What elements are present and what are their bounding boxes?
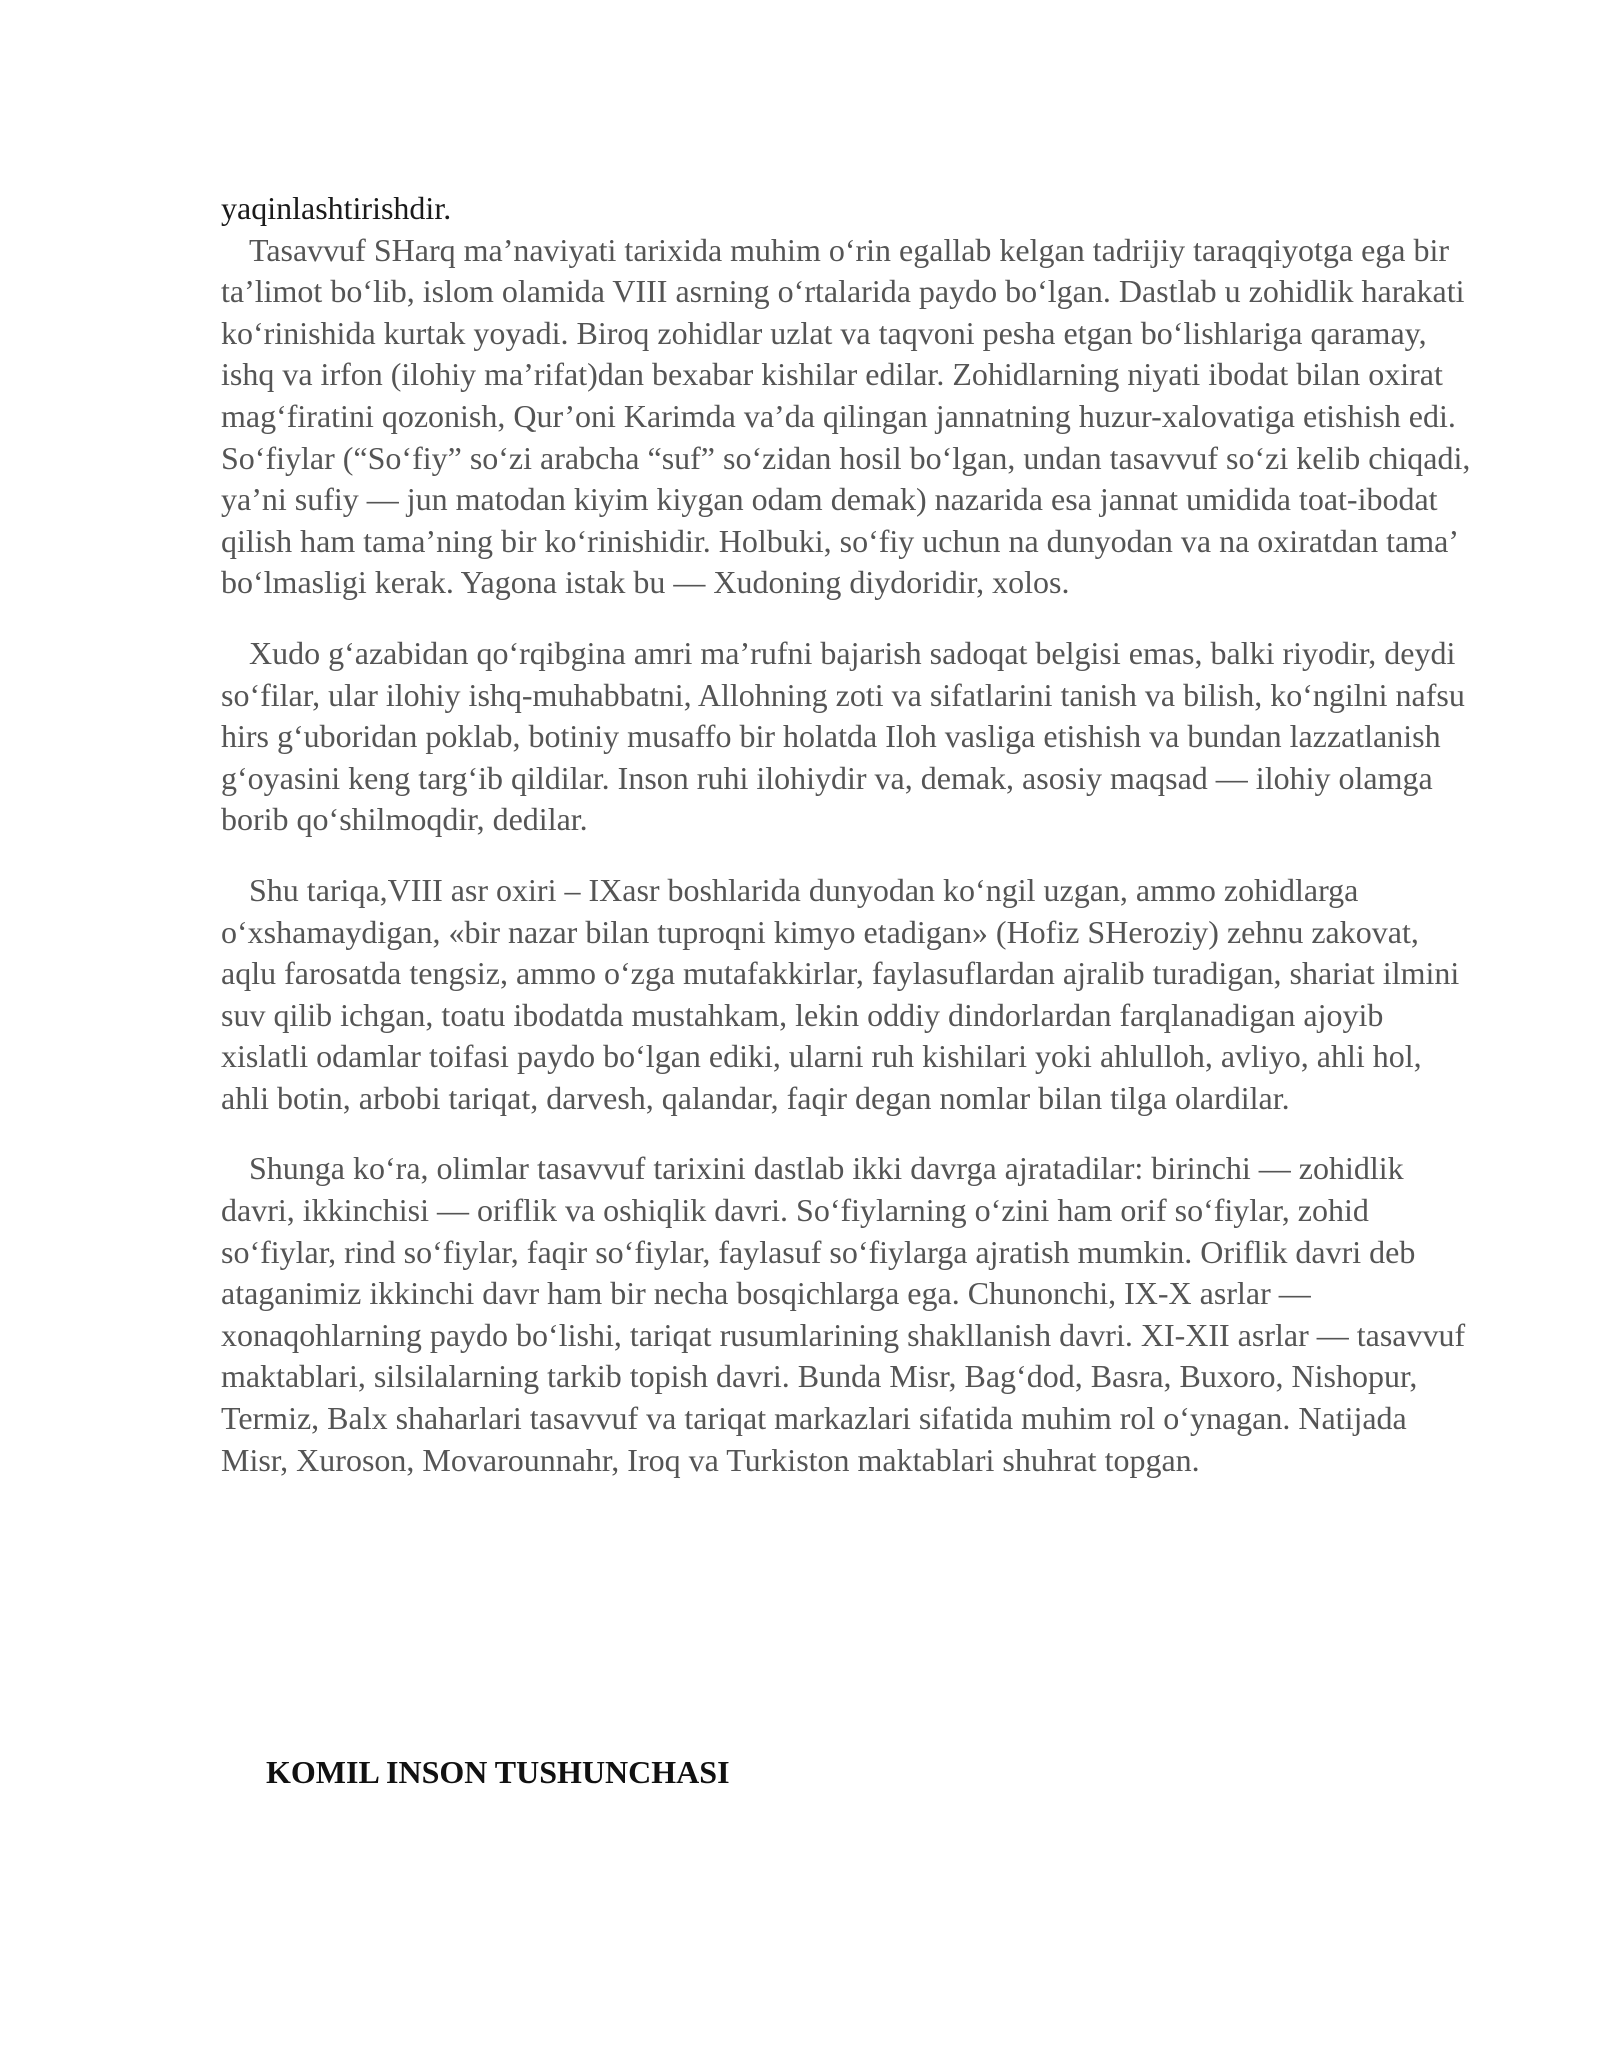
paragraph-1: Tasavvuf SHarq ma’naviyati tarixida muhim o‘rin egallab kelgan tadrijiy taraqqiyotga ega bir ta’limot bo‘lib, islom olamida VIII asrning o‘rtalarida paydo bo‘lgan. Dastlab u zohidlik harakati ko‘rinishida kurtak yoyadi. Biroq zohidlar uzlat va taqvoni pesha etgan bo‘lishlariga qaramay, ishq va irfon (ilohiy ma’rifat)dan bexabar kishilar edilar. Zohidlarning niyati ibodat bilan oxirat mag‘firatini qozonish, Qur’oni Karimda va’da qilingan jannatning huzur-xalovatiga etishish edi. So‘fiylar (“So‘fiy” so‘zi arabcha “suf” so‘zidan hosil bo‘lgan, undan tasavvuf so‘zi kelib chiqadi, ya’ni sufiy — jun matodan kiyim kiygan odam demak) nazarida esa jannat umidida toat-ibodat qilish ham tama’ning bir ko‘rinishidir. Holbuki, so‘fiy uchun na dunyodan va na oxiratdan tama’ bo‘lmasligi kerak. Yagona istak bu — Xudoning diydoridir, xolos. <box>221 231 1471 601</box>
section-heading: KOMIL INSON TUSHUNCHASI <box>266 1754 730 1790</box>
paragraph-3: Shu tariqa,VIII asr oxiri – IXasr boshlarida dunyodan ko‘ngil uzgan, ammo zohidlarga o‘xshamaydigan, «bir nazar bilan tuproqni kimyo etadigan» (Hofiz SHeroziy) zehnu zakovat, aqlu farosatda tengsiz, ammo o‘zga mutafakkirlar, faylasuflardan ajralib turadigan, shariat ilmini suv qilib ichgan, toatu ibodatda mustahkam, lekin oddiy dindorlardan farqlanadigan ajoyib xislatli odamlar toifasi paydo bo‘lgan ediki, ularni ruh kishilari yoki ahlulloh, avliyo, ahli hol, ahli botin, arbobi tariqat, darvesh, qalandar, faqir degan nomlar bilan tilga olardilar. <box>221 871 1460 1116</box>
paragraph-2: Xudo g‘azabidan qo‘rqibgina amri ma’rufni bajarish sadoqat belgisi emas, balki riyodir, deydi so‘filar, ular ilohiy ishq-muhabbatni, Allohning zoti va sifatlarini tanish va bilish, ko‘ngilni nafsu hirs g‘uboridan poklab, botiniy musaffo bir holatda Iloh vasliga etishish va bundan lazzatlanish g‘oyasini keng targ‘ib qildilar. Inson ruhi ilohiydir va, demak, asosiy maqsad — ilohiy olamga borib qo‘shilmoqdir, dedilar. <box>221 634 1465 838</box>
continued-line: yaqinlashtirishdir. <box>221 190 452 226</box>
paragraph-4: Shunga ko‘ra, olimlar tasavvuf tarixini dastlab ikki davrga ajratadilar: birinchi — zohidlik davri, ikkinchisi — oriflik va oshiqlik davri. So‘fiylarning o‘zini ham orif so‘fiylar, zohid so‘fiylar, rind so‘fiylar, faqir so‘fiylar, faylasuf so‘fiylarga ajratish mumkin. Oriflik davri deb ataganimiz ikkinchi davr ham bir necha bosqichlarga ega. Chunonchi, IX-X asrlar — xonaqohlarning paydo bo‘lishi, tariqat rusumlarining shakllanish davri. XI-XII asrlar — tasavvuf maktablari, silsilalarning tarkib topish davri. Bunda Misr, Bag‘dod, Basra, Buxoro, Nishopur, Termiz, Balx shaharlari tasavvuf va tariqat markazlari sifatida muhim rol o‘ynagan. Natijada Misr, Xuroson, Movarounnahr, Iroq va Turkiston maktablari shuhrat topgan. <box>221 1150 1466 1478</box>
body-text <box>221 188 1471 1510</box>
